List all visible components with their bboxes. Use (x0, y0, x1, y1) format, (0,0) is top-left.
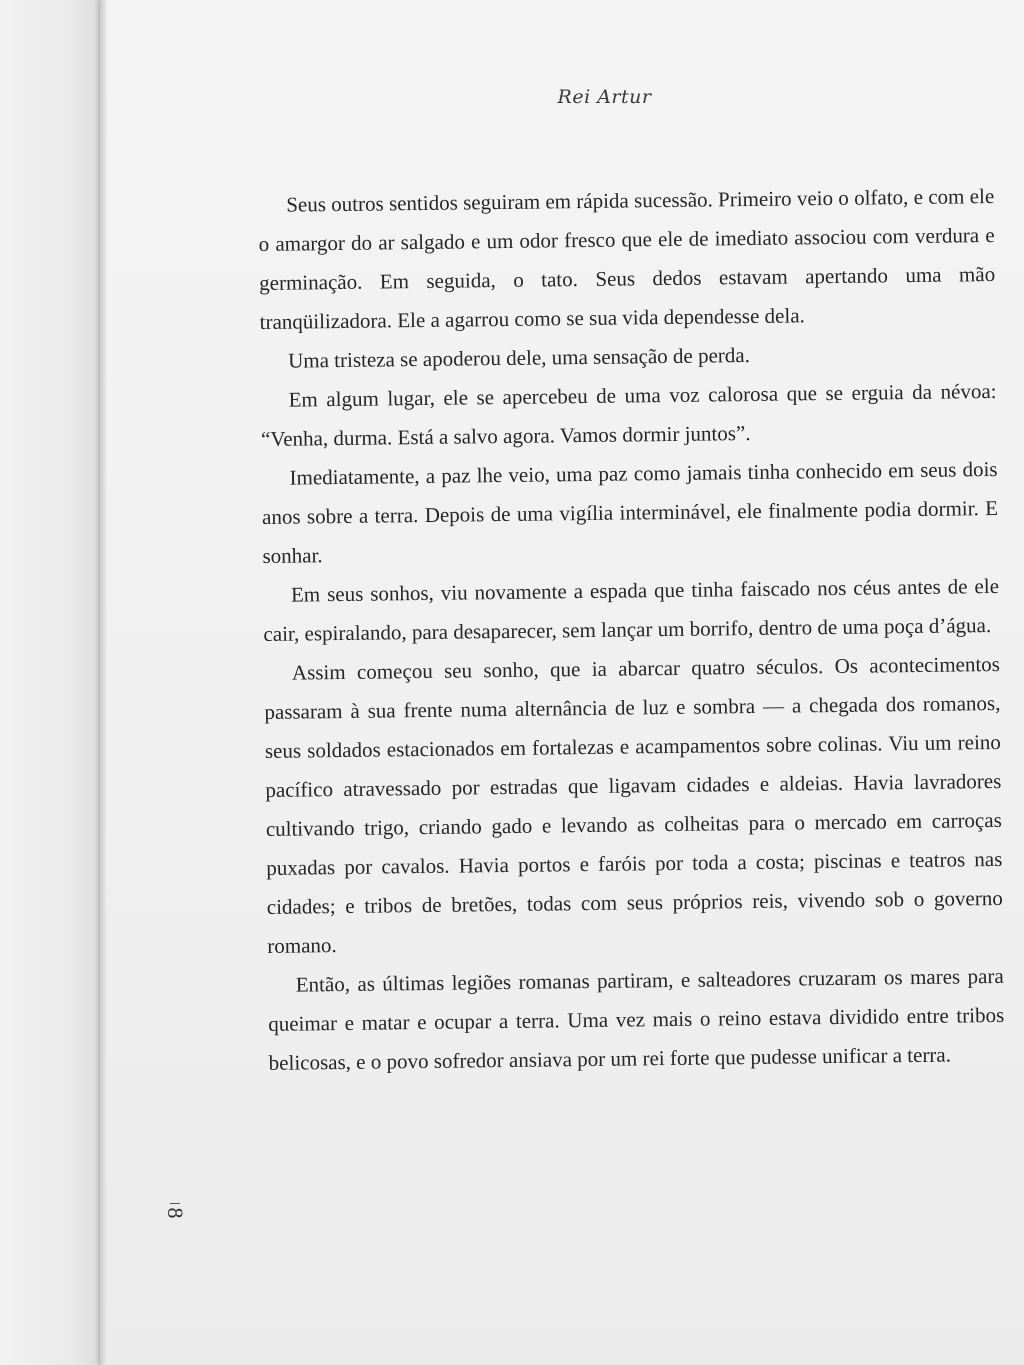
paragraph: Seus outros sentidos seguiram em rápida sucessão. Primeiro veio o olfato, e com ele o amargor do ar salgado e um odor fresco que ele de imediato associou com verdura e germinação. Em seguida, o tato. Seus dedos estavam apertando uma mão tranqüilizadora. Ele a agarrou como se sua vida dependesse dela. (258, 184, 996, 334)
paragraph: Em algum lugar, ele se apercebeu de uma voz calorosa que se erguia da névoa: “Venha, durma. Está a salvo agora. Vamos dormir juntos”. (260, 378, 997, 451)
table-surface (0, 0, 100, 1365)
paragraph: Então, as últimas legiões romanas partiram, e salteadores cruzaram os mares para queimar e matar e ocupar a terra. Uma vez mais o reino estava dividido entre tribos belicosas, e o povo sofredor ansiava por um rei forte que pudesse unificar a terra. (268, 963, 1005, 1075)
paragraph: Em seus sonhos, viu novamente a espada que tinha faiscado nos céus antes de ele cair, espiralando, para desaparecer, sem lançar um borrifo, dentro de uma poça d’água. (263, 573, 1000, 646)
running-head-title: Rei Artur (557, 86, 652, 108)
body-text (258, 177, 1005, 1083)
paragraph: Imediatamente, a paz lhe veio, uma paz como jamais tinha conhecido em seus dois anos sobre a terra. Depois de uma vigília interminável, ele finalmente podia dormir. E sonhar. (261, 456, 999, 568)
paragraph: Assim começou seu sonho, que ia abarcar quatro séculos. Os acontecimentos passaram à sua frente numa alternância de luz e sombra — a chegada dos romanos, seus soldados estacionados em fortalezas e acampamentos sobre colinas. Viu um reino pacífico atravessado por estradas que ligavam cidades e aldeias. Havia lavradores cultivando trigo, criando gado e levando as colheitas para o mercado em carroças puxadas por cavalos. Havia portos e faróis por toda a costa; piscinas e teatros nas cidades; e tribos de bretões, todas com seus próprios reis, vivendo sob o governo romano. (264, 651, 1003, 958)
page-number: 8 (163, 1207, 188, 1219)
page-number-rule (170, 1203, 180, 1204)
paragraph: Uma tristeza se apoderou dele, uma sensação de perda. (287, 343, 751, 373)
running-head (0, 86, 1024, 108)
